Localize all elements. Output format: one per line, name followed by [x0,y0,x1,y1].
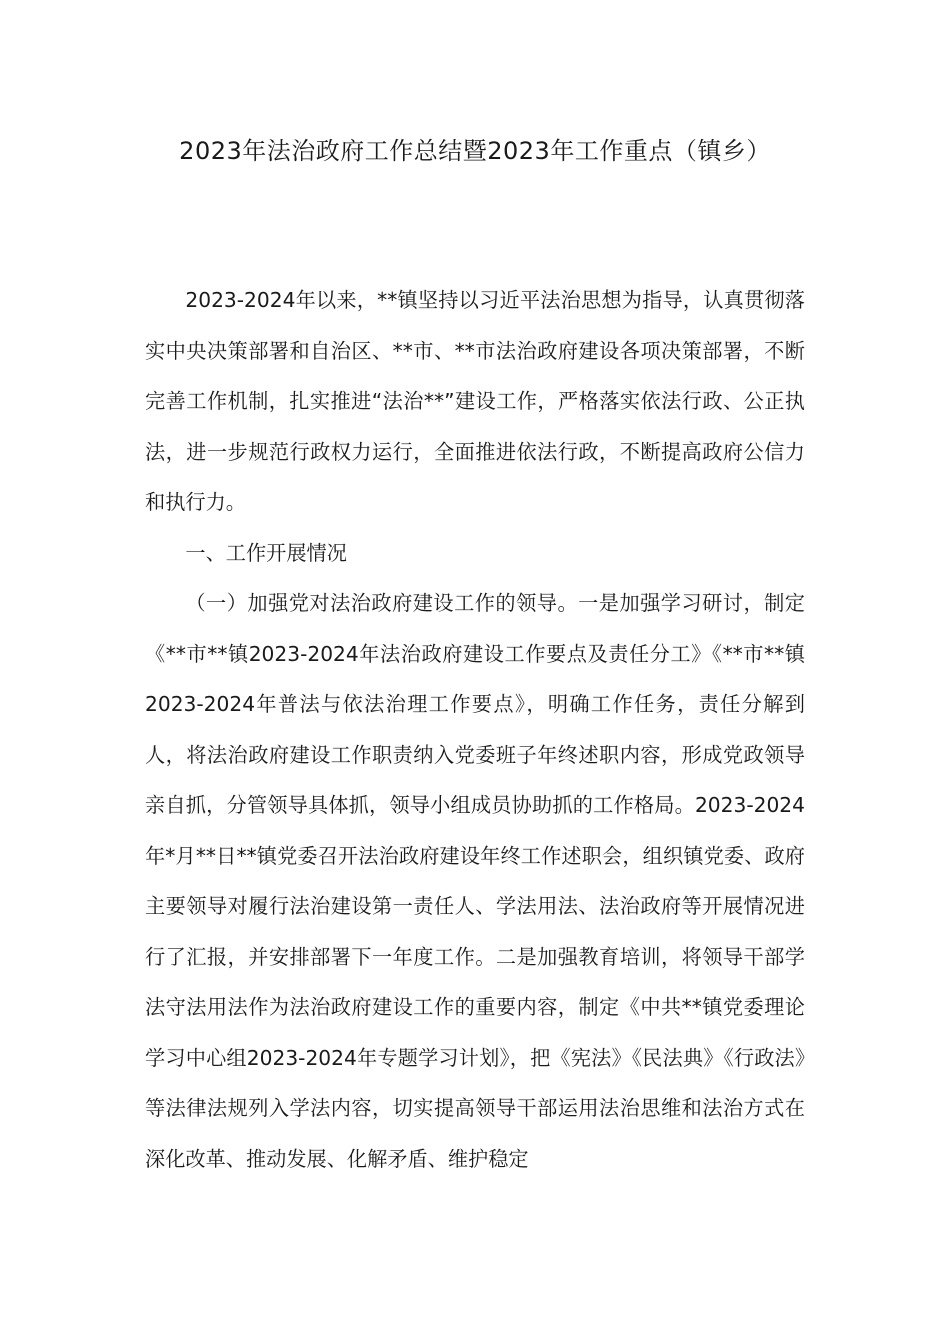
document-title: 2023年法治政府工作总结暨2023年工作重点（镇乡） [179,137,771,165]
intro-paragraph: 2023-2024年以来，**镇坚持以习近平法治思想为指导，认真贯彻落实中央决策部署和自治区、**市、**市法治政府建设各项决策部署，不断完善工作机制，扎实推进“法治**”建设工作，严格落实依法行政、公正执法，进一步规范行政权力运行，全面推进依法行政，不断提高政府公信力和执行力。 [145,288,805,514]
section-heading: 一、工作开展情况 [185,540,347,565]
subsection-paragraph: （一）加强党对法治政府建设工作的领导。一是加强学习研讨，制定《**市**镇2023-2024年法治政府建设工作要点及责任分工》《**市**镇2023-2024年普法与依法治理工作要点》，明确工作任务，责任分解到人，将法治政府建设工作职责纳入党委班子年终述职内容，形成党政领导亲自抓，分管领导具体抓，领导小组成员协助抓的工作格局。2023-2024年*月**日**镇党委召开法治政府建设年终工作述职会，组织镇党委、政府主要领导对履行法治建设第一责任人、学法用法、法治政府等开展情况进行了汇报，并安排部署下一年度工作。二是加强教育培训，将领导干部学法守法用法作为法治政府建设工作的重要内容，制定《中共**镇党委理论学习中心组2023-2024年专题学习计划》，把《宪法》《民法典》《行政法》等法律法规列入学法内容，切实提高领导干部运用法治思维和法治方式在深化改革、推动发展、化解矛盾、维护稳定 [145,591,805,1171]
document-body [145,275,805,1184]
